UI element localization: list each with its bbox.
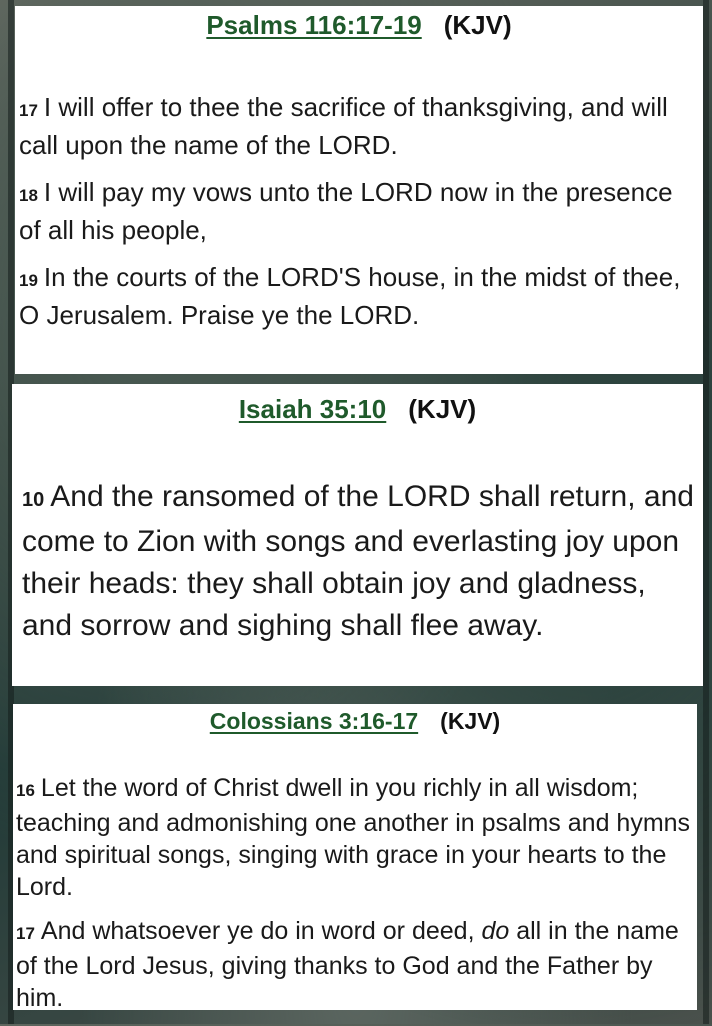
passage-reference-link[interactable]: Isaiah 35:10	[238, 394, 387, 424]
background-pillar	[703, 0, 709, 1024]
bible-version-label: (KJV)	[440, 708, 501, 734]
passage-heading	[15, 6, 703, 42]
verse-text: And the ransomed of the LORD shall return, and come to Zion with songs and everlasting joy upon their heads: they shall obtain joy and gladness, and sorrow and sighing shall flee away.	[22, 480, 694, 642]
verse-list	[19, 90, 699, 345]
passage-panel-isaiah	[12, 384, 703, 686]
passage-heading	[12, 384, 703, 426]
verse-list	[16, 772, 695, 1026]
verse	[16, 772, 695, 903]
verse-list	[22, 476, 695, 647]
passage-heading	[13, 704, 697, 736]
passage-panel-colossians	[13, 704, 697, 1010]
verse	[22, 476, 695, 647]
verse	[19, 90, 699, 163]
verse	[19, 260, 699, 333]
verse-text-italic: do	[481, 917, 510, 945]
verse-number: 17	[19, 101, 38, 120]
verse-text: I will offer to thee the sacrifice of thanksgiving, and will call upon the name of the LORD.	[19, 92, 668, 160]
verse-number: 18	[19, 186, 38, 205]
bible-version-label: (KJV)	[408, 394, 477, 424]
passage-reference-link[interactable]: Psalms 116:17-19	[206, 10, 422, 40]
verse-number: 16	[16, 781, 35, 800]
verse-number: 17	[16, 924, 35, 943]
verse	[16, 915, 695, 1014]
verse-number: 19	[19, 271, 38, 290]
verse-text: I will pay my vows unto the LORD now in the presence of all his people,	[19, 177, 673, 245]
bible-version-label: (KJV)	[443, 10, 512, 40]
verse-text-start: And whatsoever ye do in word or deed,	[40, 917, 482, 945]
verse-text-end: all in the name of the Lord Jesus, giving thanks to God and the Father by him.	[16, 917, 679, 1012]
verse	[19, 175, 699, 248]
verse-number: 10	[22, 489, 45, 511]
passage-panel-psalms	[15, 6, 703, 374]
verse-text: Let the word of Christ dwell in you richly in all wisdom; teaching and admonishing one another in psalms and hymns and spiritual songs, singing with grace in your hearts to the Lord.	[16, 774, 691, 901]
passage-reference-link[interactable]: Colossians 3:16-17	[209, 708, 419, 734]
verse-text: In the courts of the LORD'S house, in the midst of thee, O Jerusalem. Praise ye the LORD.	[19, 262, 681, 330]
